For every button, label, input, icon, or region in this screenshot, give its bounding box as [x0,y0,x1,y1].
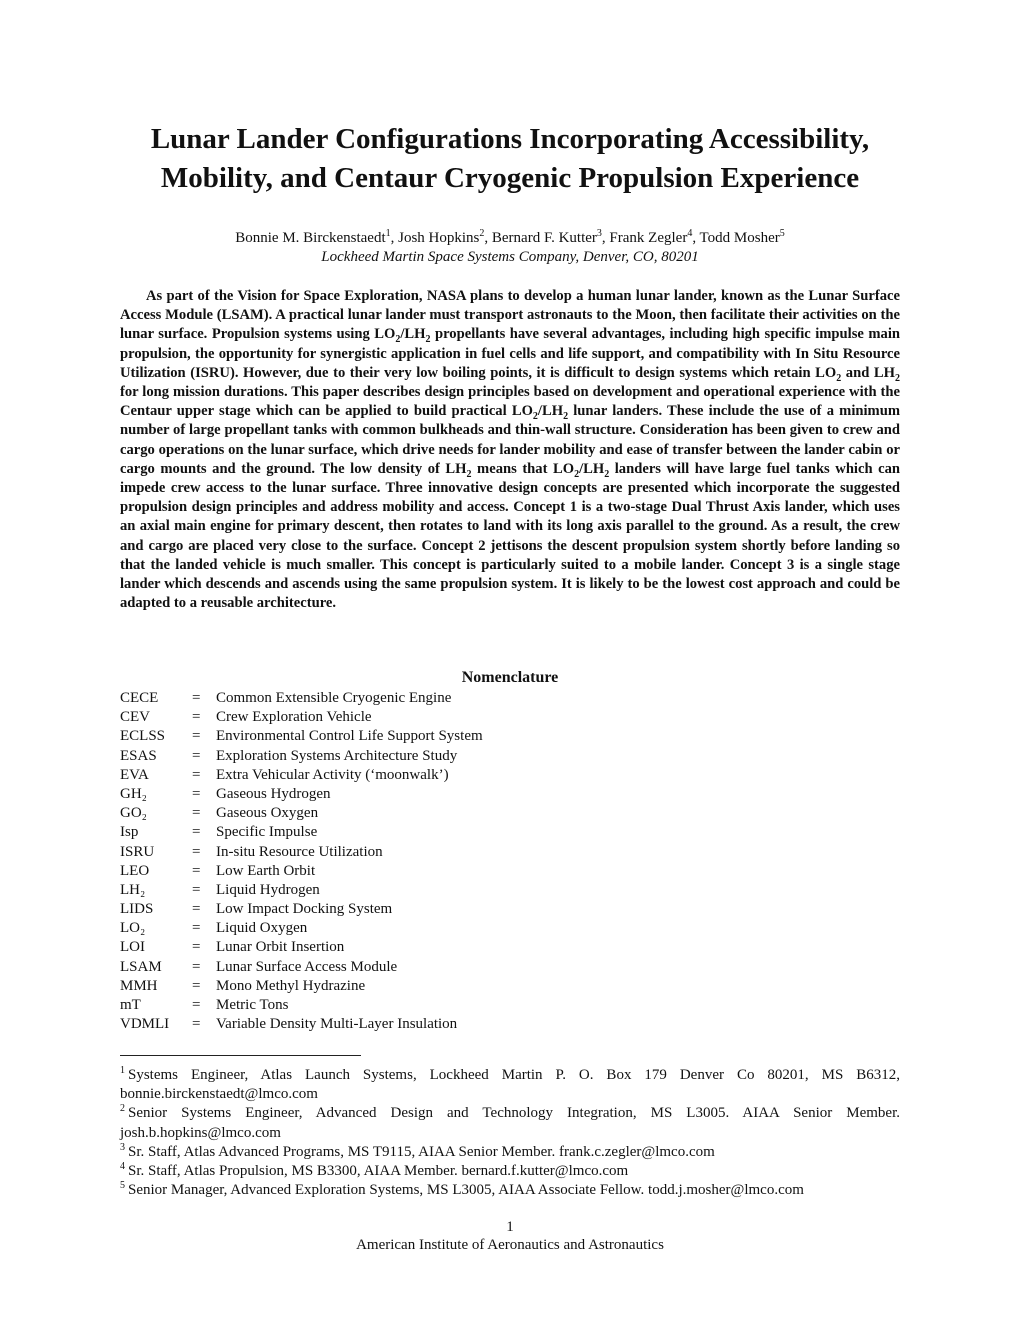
nomenclature-heading: Nomenclature [461,669,559,686]
equals-sign: = [192,958,201,975]
nomenclature-definition: Lunar Surface Access Module [216,958,398,975]
nomenclature-abbr: LOI [120,939,145,956]
author: Bonnie M. Birckenstaedt [235,230,386,246]
nomenclature-entry [120,938,820,957]
page-number: 1 [506,1219,514,1235]
footnote-number: 3 [120,1141,125,1153]
nomenclature-definition: In-situ Resource Utilization [216,843,383,860]
subscript: 2 [466,468,472,480]
nomenclature-entry [120,862,820,881]
footnotes [120,1066,900,1200]
author-affil-mark: 5 [779,228,785,239]
title-line-2: Mobility, and Centaur Cryogenic Propulsion Experience [160,162,860,194]
equals-sign: = [192,766,201,783]
nomenclature-list [120,689,820,1034]
nomenclature-entry [120,747,820,766]
nomenclature-definition: Exploration Systems Architecture Study [216,747,458,764]
subscript: 2 [425,334,431,346]
subscript: 2 [563,411,569,423]
equals-sign: = [192,939,201,956]
abstract-text: means that LO [471,460,575,477]
footnote-text: Senior Manager, Advanced Exploration Systems, MS L3005, AIAA Associate Fellow. todd.j.mosher@lmco.com [128,1182,804,1199]
footnote-text: Senior Systems Engineer, Advanced Design and Technology Integration, MS L3005. AIAA Senior Member. josh.b.hopkins@lmco.com [120,1105,900,1141]
nomenclature-abbr: LEO [120,862,150,879]
equals-sign: = [192,690,201,706]
nomenclature-abbr: Isp [120,824,139,841]
nomenclature-entry [120,900,820,919]
equals-sign: = [192,709,201,726]
nomenclature-abbr: ISRU [120,843,155,860]
nomenclature-definition: Liquid Oxygen [216,920,308,937]
footnote [120,1143,900,1162]
nomenclature-definition: Crew Exploration Vehicle [216,709,372,726]
footer-organization: American Institute of Aeronautics and Astronautics [356,1237,664,1253]
footnote [120,1162,900,1181]
abstract-text: landers will have large fuel tanks which can impede crew access to the lunar surface. Three innovative design concepts are presented which incorporate the suggested propulsion design principles and address mobility and access. Concept 1 is a two-stage Dual Thrust Axis lander, which uses an axial main engine for primary descent, then rotates to land with its long axis parallel to the ground. As a result, the crew and cargo are placed very close to the surface. Concept 2 jettisons the descent propulsion system shortly before landing so that the landed vehicle is much smaller. This concept is particularly suited to a mobile lander. Concept 3 is a single stage lander which descends and ascends using the same propulsion system. It is likely to be the lowest cost approach and could be adapted to a reusable architecture. [120,460,901,612]
equals-sign: = [192,728,201,745]
equals-sign: = [192,997,201,1013]
nomenclature-definition: Low Impact Docking System [216,901,393,918]
footnote [120,1181,900,1200]
nomenclature-entry [120,708,820,727]
author: Josh Hopkins [398,230,480,246]
nomenclature-definition: Low Earth Orbit [216,862,316,879]
author-affil-mark: 3 [596,228,602,239]
nomenclature-definition: Common Extensible Cryogenic Engine [216,690,452,706]
subscript: 2 [604,468,610,480]
equals-sign: = [192,920,201,937]
footnote [120,1104,900,1142]
equals-sign: = [192,1016,201,1033]
subscript: 2 [532,411,538,423]
footnote-number: 5 [120,1180,125,1192]
equals-sign: = [192,785,201,802]
equals-sign: = [192,843,201,860]
equals-sign: = [192,747,201,764]
nomenclature-abbr: LO₂ [120,920,146,937]
equals-sign: = [192,881,201,898]
nomenclature-entry [120,843,820,862]
nomenclature-abbr: LH₂ [120,881,146,898]
nomenclature-entry [120,1015,820,1034]
footnote-number: 2 [120,1103,125,1115]
equals-sign: = [192,805,201,822]
nomenclature-definition: Lunar Orbit Insertion [216,939,345,956]
equals-sign: = [192,862,201,879]
affiliation: Lockheed Martin Space Systems Company, Denver, CO, 80201 [321,249,699,265]
nomenclature-definition: Extra Vehicular Activity (‘moonwalk’) [216,766,449,783]
author-separator: , [390,230,399,246]
author-affil-mark: 2 [479,228,485,239]
nomenclature-entry [120,689,820,708]
abstract-text: lunar landers. These include the use of a minimum number of large propellant tanks with common bulkheads and thin-wall structure. Consideration has been given to crew and cargo operations on the lunar surface, which drive needs for lander mobility and ease of transfer between the lander cabin or cargo mounts and the ground. The low density of LH [120,403,900,477]
nomenclature-entry [120,996,820,1015]
subscript: 2 [395,334,401,346]
abstract-text: /LH [537,403,564,420]
footnote-text: Systems Engineer, Atlas Launch Systems, Lockheed Martin P. O. Box 179 Denver Co 80201, MS B6312, bonnie.birckenstaedt@lmco.com [120,1067,900,1103]
footnote [120,1066,900,1104]
nomenclature-abbr: LIDS [120,901,154,918]
nomenclature-definition: Specific Impulse [216,824,318,841]
author: Todd Mosher [699,230,780,246]
abstract-text: /LH [579,460,605,477]
nomenclature-abbr: LSAM [120,958,162,975]
nomenclature-definition: Variable Density Multi-Layer Insulation [216,1016,458,1033]
equals-sign: = [192,977,201,994]
nomenclature-abbr: EVA [120,766,149,783]
nomenclature-entry [120,958,820,977]
nomenclature-definition: Environmental Control Life Support System [216,728,483,745]
subscript: 2 [836,372,842,384]
author-separator: , [692,230,700,246]
nomenclature-abbr: CECE [120,690,159,706]
nomenclature-abbr: ECLSS [120,728,166,745]
nomenclature-entry [120,881,820,900]
author: Frank Zegler [609,230,688,246]
nomenclature-entry [120,823,820,842]
title-line-1: Lunar Lander Configurations Incorporating Accessibility, [150,123,870,155]
abstract-text: propellants have several advantages, including high specific impulse main propulsion, the opportunity for synergistic application in fuel cells and life support, and compatibility with In Situ Resource Utilization (ISRU). However, due to their very low boiling points, it is difficult to design systems which retain LO [120,326,900,381]
nomenclature-entry [120,727,820,746]
author-affil-mark: 4 [687,228,693,239]
footnote-divider [120,1055,361,1056]
footnote-text: Sr. Staff, Atlas Propulsion, MS B3300, AIAA Member. bernard.f.kutter@lmco.com [128,1163,629,1180]
nomenclature-definition: Gaseous Hydrogen [216,785,331,802]
nomenclature-entry [120,766,820,785]
nomenclature-abbr: VDMLI [120,1016,170,1033]
nomenclature-definition: Gaseous Oxygen [216,805,319,822]
nomenclature-definition: Mono Methyl Hydrazine [216,977,366,994]
abstract-text: for long mission durations. This paper describes design principles based on development and operational experience with the Centaur upper stage which can be applied to build practical LO [120,384,900,420]
equals-sign: = [192,901,201,918]
equals-sign: = [192,824,201,841]
nomenclature-abbr: MMH [120,977,158,994]
subscript: 2 [895,372,900,384]
paper-title [100,120,920,198]
author-separator: , [601,230,610,246]
abstract [120,287,900,613]
footnote-number: 4 [120,1161,125,1173]
abstract-text: and LH [841,364,895,381]
nomenclature-entry [120,977,820,996]
nomenclature-definition: Metric Tons [216,997,289,1013]
nomenclature-abbr: ESAS [120,747,157,764]
nomenclature-abbr: GO₂ [120,805,147,822]
author-affil-mark: 1 [385,228,391,239]
abstract-text: As part of the Vision for Space Exploration, NASA plans to develop a human lunar lander, known as the Lunar Surface Access Module (LSAM). A practical lunar lander must transport astronauts to the Moon, then facilitate their activities on the lunar surface. Propulsion systems using LO [120,288,900,343]
nomenclature-entry [120,919,820,938]
abstract-text: /LH [400,326,426,343]
nomenclature-abbr: GH₂ [120,785,147,802]
author-separator: , [484,230,492,246]
subscript: 2 [574,468,580,480]
author-list [100,229,920,248]
nomenclature-abbr: CEV [120,709,150,726]
footnote-number: 1 [120,1065,125,1076]
nomenclature-definition: Liquid Hydrogen [216,881,320,898]
author: Bernard F. Kutter [491,230,597,246]
nomenclature-entry [120,785,820,804]
nomenclature-abbr: mT [120,997,141,1013]
footnote-text: Sr. Staff, Atlas Advanced Programs, MS T9115, AIAA Senior Member. frank.c.zegler@lmco.com [128,1143,715,1160]
nomenclature-entry [120,804,820,823]
